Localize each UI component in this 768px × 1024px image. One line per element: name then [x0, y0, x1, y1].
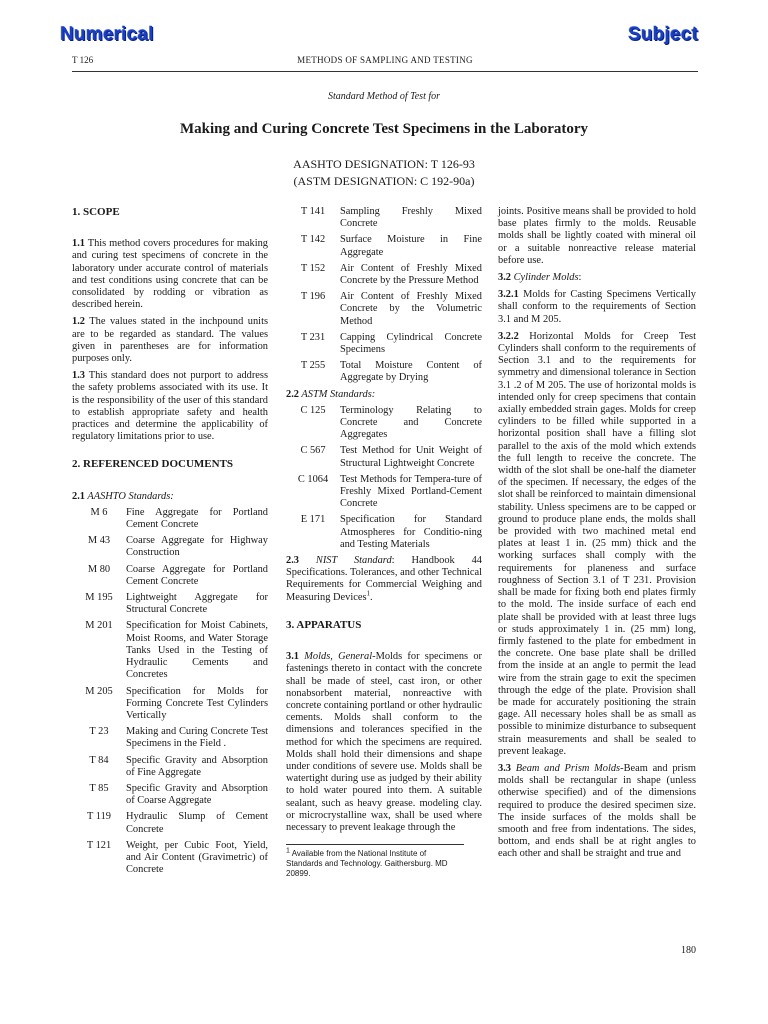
- para-text: :: [578, 272, 582, 284]
- subsection-label: ASTM Standards:: [299, 388, 376, 400]
- reference-title: Making and Curing Concrete Test Specimens in the Field .: [126, 726, 268, 750]
- subsection-label: AASHTO Standards:: [85, 490, 174, 502]
- running-title: METHODS OF SAMPLING AND TESTING: [297, 55, 473, 65]
- page-number: 180: [681, 945, 696, 956]
- aashto-standards-label: [72, 491, 268, 503]
- reference-code: T 152: [300, 262, 326, 274]
- nist-standard: [286, 555, 482, 604]
- para-number: 1.2: [72, 316, 85, 328]
- numerical-logo: Numerical: [60, 24, 154, 45]
- aashto-ref-list: [72, 507, 268, 876]
- footnote-text: Available from the National Institute of Standards and Technology. Gaithersburg. MD 20899.: [286, 849, 448, 879]
- reference-item: [286, 405, 482, 442]
- para-text: This standard does not purport to address the safety problems associated with its use. It is the responsibility of the user of this standard to establish appropriate safety and health practices and determine the applicability of regulatory limitations prior to use.: [72, 370, 268, 443]
- reference-item: [72, 620, 268, 681]
- reference-title: Weight, per Cubic Foot, Yield, and Air Content (Gravimetric) of Concrete: [126, 839, 268, 876]
- para-number: 3.3: [498, 762, 511, 774]
- reference-item: [286, 360, 482, 384]
- scope-1-1: [72, 238, 268, 311]
- reference-code: T 119: [87, 811, 111, 823]
- reference-title: Specific Gravity and Absorption of Coarse Aggregate: [126, 782, 268, 807]
- reference-item: [286, 474, 482, 511]
- footnote-number: 1: [286, 847, 290, 855]
- subject-logo: Subject: [627, 24, 698, 45]
- reference-code: T 23: [89, 726, 109, 738]
- reference-code: T 85: [89, 782, 109, 794]
- para-number: 3.2: [498, 272, 511, 284]
- scope-1-2: [72, 316, 268, 365]
- reference-code: T 231: [300, 331, 326, 343]
- reference-title: Specification for Moist Cabinets, Moist Rooms, and Water Storage Tanks Used in the Testing of Hydraulic Cements and Concretes: [126, 620, 268, 681]
- reference-code: M 195: [85, 592, 113, 604]
- para-text: Molds for Casting Specimens Vertically shall conform to the requirements of Section 3.1 and M 205.: [498, 289, 696, 325]
- running-header: [72, 55, 698, 72]
- reference-title: Specification for Molds for Forming Concrete Test Cylinders Vertically: [126, 685, 268, 721]
- reference-title: Hydraulic Slump of Cement Concrete: [126, 811, 268, 835]
- para-number: 3.2.2: [498, 330, 519, 342]
- reference-item: [286, 291, 482, 328]
- para-text: Horizontal Molds for Creep Test Cylinders shall conform to the requirements of Section 3.1 and to the requirements for symmetry and dimensional tolerance in Section 3.1 .2 of M 205. The use of horizontal molds is intended only for creep specimens that contain axially embedded strain gages. Molds for creep cylinders to be filled while supported in a horizontal position shall have a filling slot parallel to the axis of the mold which extends the full length to receive the concrete. The width of the slot shall be one-half the diameter of the specimen. If necessary, the edges of the slot shall be reinforced to maintain dimensional stability. Unless specimens are to be capped or ground to produce plane ends, the molds shall be provided with two machined metal end plates at least 1 in. (25 mm) thick and the working surfaces shall comply with the requirements for planeness and surface roughness of Section 3.1 of T 231. Provision shall be made for fixing both end plates firmly to the mold. The inside surface of each end plate shall be provided with at least three lugs or studs approximately 1 in. (25 mm) long, firmly fastened to the plate for embedment in the concrete. One base plate shall be drilled from the inside at an angle to permit the lead wire from the strain gage to exit the specimen through the edge of the plate. Provision shall be made for accurately positioning the strain gage. All necessary holes shall be as small as possible to minimize disturbance to subsequent strain measurements and shall be sealed to prevent leakage.: [498, 330, 696, 757]
- apparatus-3-2-2: [498, 331, 696, 758]
- footnote: [286, 844, 464, 879]
- section-apparatus-heading: 3. APPARATUS: [286, 618, 362, 631]
- subsection-label: NIST Standard: [299, 555, 392, 567]
- reference-title: Specific Gravity and Absorption of Fine Aggregate: [126, 754, 268, 778]
- reference-item: [286, 234, 482, 258]
- reference-title: Terminology Relating to Concrete and Concrete Aggregates: [340, 404, 482, 441]
- column-1: [72, 206, 268, 880]
- reference-code: M 43: [87, 535, 111, 547]
- reference-item: [72, 726, 268, 750]
- reference-title: Coarse Aggregate for Portland Cement Concrete: [126, 563, 268, 587]
- reference-code: E 171: [300, 514, 326, 526]
- para-number: 2.1: [72, 490, 85, 502]
- section-scope-heading: 1. SCOPE: [72, 206, 120, 218]
- para-number: 2.3: [286, 555, 299, 567]
- reference-title: Test Methods for Tempera-ture of Freshly Mixed Portland-Cement Concrete: [340, 473, 482, 510]
- reference-code: T 121: [86, 839, 112, 851]
- reference-item: [286, 263, 482, 287]
- reference-code: T 141: [300, 206, 326, 217]
- reference-code: C 1064: [297, 473, 329, 485]
- reference-title: Coarse Aggregate for Highway Construction: [126, 535, 268, 559]
- para-text: This method covers procedures for making and curing test specimens of concrete in the laboratory under accurate control of materials and test conditions using concrete that can be consolidated by rodding or vibration as described herein.: [72, 238, 268, 311]
- reference-item: [286, 332, 482, 356]
- reference-title: Fine Aggregate for Portland Cement Concrete: [126, 506, 268, 531]
- subsection-label: Beam and Prism Molds: [511, 762, 621, 774]
- reference-item: [72, 507, 268, 531]
- para-text: .: [370, 591, 373, 603]
- column-2: [286, 206, 482, 879]
- reference-item: [72, 783, 268, 807]
- column-3: [498, 206, 696, 866]
- reference-title: Total Moisture Content of Aggregate by Drying: [340, 360, 482, 384]
- apparatus-3-1: [286, 651, 482, 834]
- reference-title: Test Method for Unit Weight of Structural Lightweight Concrete: [340, 445, 482, 469]
- reference-code: T 196: [300, 291, 326, 303]
- apparatus-3-2-1: [498, 289, 696, 326]
- reference-title: Air Content of Freshly Mixed Concrete by the Volumetric Method: [340, 291, 482, 327]
- reference-code: C 567: [300, 445, 326, 457]
- document-title: Making and Curing Concrete Test Specimens in the Laboratory: [179, 121, 589, 137]
- reference-title: Specification for Standard Atmospheres for Conditio-ning and Testing Materials: [340, 514, 482, 550]
- reference-item: [72, 592, 268, 616]
- reference-item: [72, 755, 268, 779]
- standard-label: Standard Method of Test for: [327, 91, 441, 102]
- reference-code: T 142: [300, 234, 326, 246]
- apparatus-3-3: [498, 763, 696, 861]
- astm-standards-label: [286, 389, 482, 401]
- reference-code: C 125: [300, 404, 326, 416]
- apparatus-3-1-cont: joints. Positive means shall be provided to hold base plates firmly to the molds. Reusable molds shall be lightly coated with mineral oil or a suitable nonreactive release material before use.: [498, 206, 696, 266]
- reference-code: T 84: [89, 754, 109, 766]
- reference-code: M 205: [85, 685, 113, 697]
- apparatus-3-2: [498, 272, 696, 284]
- para-text: -Molds for specimens or fastenings thereto in contact with the concrete shall be made of steel, cast iron, or other nonabsorbent material, nonreactive with concrete containing portland or other hydraulic cements. Molds shall conform to the dimensions and tolerances specified in the method for which the specimens are required. Molds shall hold their dimensions and shape under conditions of severe use. Molds shall be watertight during use as judged by their ability to hold water poured into them. A suitable sealant, such as heavy grease. modeling clay. or microcrystalline wax, shall be used where necessary to prevent leakage through the: [286, 651, 482, 833]
- para-number: 1.3: [72, 370, 85, 382]
- reference-item: [286, 514, 482, 551]
- para-number: 2.2: [286, 388, 299, 400]
- reference-title: Sampling Freshly Mixed Concrete: [340, 206, 482, 230]
- reference-item: [72, 535, 268, 559]
- reference-item: [72, 564, 268, 588]
- section-refdocs-heading: 2. REFERENCED DOCUMENTS: [72, 458, 234, 471]
- para-text: -Beam and prism molds shall be rectangular in shape (unless otherwise specified) and of the dimensions required to produce the desired specimen size. The inside surfaces of the molds shall be smooth and free from indentations. The sides, bottom, and ends shall be at right angles to each other and shall be straight and true and: [498, 762, 697, 860]
- reference-item: [286, 445, 482, 469]
- subsection-label: Cylinder Molds: [511, 272, 579, 284]
- astm-designation: (ASTM DESIGNATION: C 192-90a): [293, 174, 475, 188]
- para-number: 1.1: [72, 238, 85, 250]
- reference-item: [286, 206, 482, 230]
- scope-1-3: [72, 370, 268, 443]
- reference-title: Air Content of Freshly Mixed Concrete by the Pressure Method: [340, 262, 482, 287]
- reference-code: T 255: [300, 360, 326, 372]
- reference-item: [72, 840, 268, 877]
- para-text: The values stated in the inchpound units are to be regarded as standard. The values given in parentheses are for information purposes only.: [72, 316, 268, 365]
- footnote-ref: 1: [366, 589, 371, 598]
- para-number: 3.2.1: [498, 289, 519, 301]
- reference-item: [72, 811, 268, 835]
- standard-code: T 126: [72, 55, 94, 65]
- para-number: 3.1: [286, 651, 299, 663]
- designations: [0, 156, 768, 190]
- astm-ref-list: [286, 405, 482, 551]
- para-text: : Handbook 44 Specifications. Tolerances, and other Technical Requirements for Commercial Weighing and Measuring Devices: [286, 555, 483, 603]
- reference-title: Surface Moisture in Fine Aggregate: [340, 234, 482, 258]
- aashto-ref-list-cont: [286, 206, 482, 385]
- reference-title: Capping Cylindrical Concrete Specimens: [340, 331, 482, 356]
- reference-item: [72, 686, 268, 723]
- aashto-designation: AASHTO DESIGNATION: T 126-93: [293, 157, 475, 171]
- reference-code: M 6: [90, 506, 108, 518]
- subsection-label: Molds, General: [299, 651, 373, 663]
- reference-code: M 80: [87, 563, 111, 575]
- reference-title: Lightweight Aggregate for Structural Concrete: [126, 592, 268, 616]
- reference-code: M 201: [85, 620, 113, 632]
